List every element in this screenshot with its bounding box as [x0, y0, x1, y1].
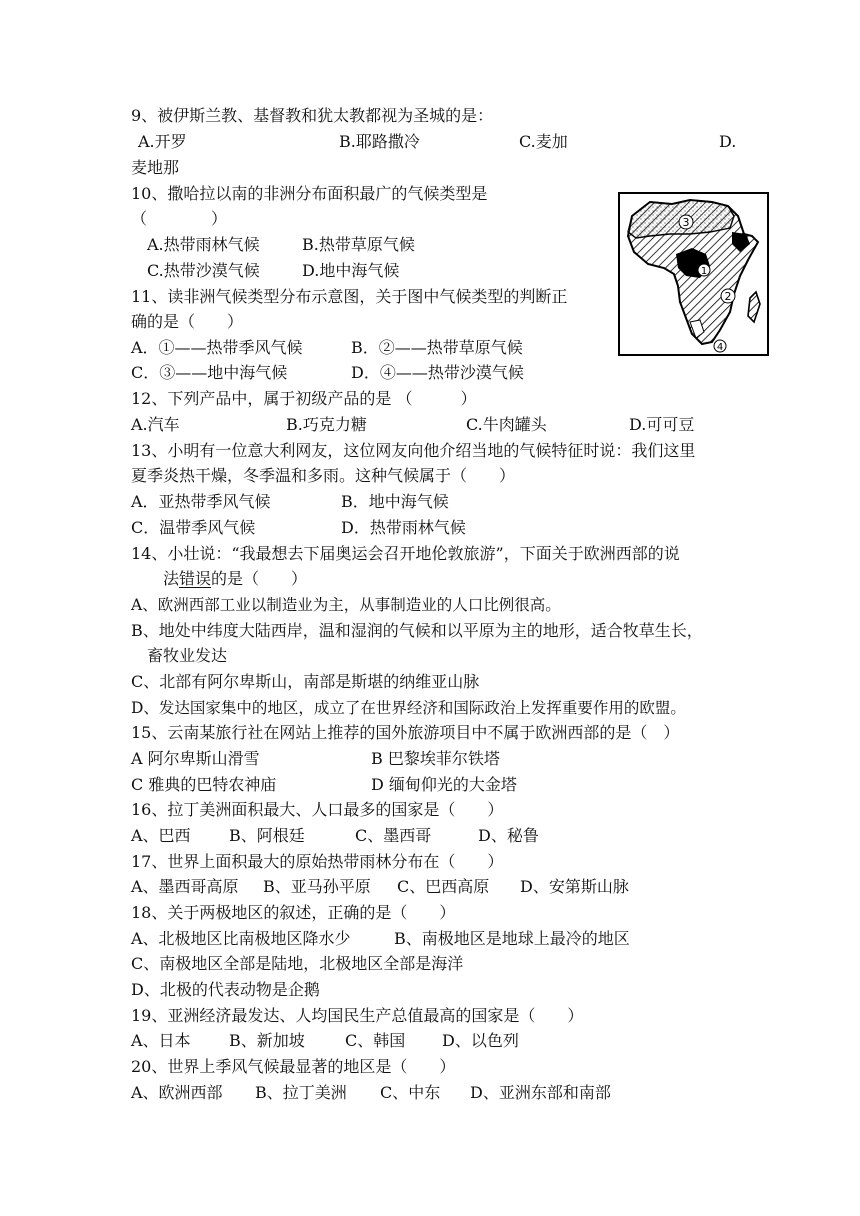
svg-text:1: 1 [700, 266, 708, 277]
q18-stem: 18、关于两极地区的叙述，正确的是（ ） [131, 903, 456, 922]
q19-option-a: A、日本 [131, 1031, 191, 1050]
q11-option-b: B．②——热带草原气候 [351, 338, 523, 357]
madagascar [748, 292, 760, 322]
q10-option-c: C.热带沙漠气候 [147, 261, 260, 280]
q9-option-a: A.开罗 [138, 132, 187, 151]
q14-stem-2a: 法 [163, 569, 180, 588]
q14-option-d: D、发达国家集中的地区，成立了在世界经济和国际政治上发挥重要作用的欧盟。 [131, 699, 686, 717]
q12-option-c: C.牛肉罐头 [466, 415, 547, 434]
q12-option-b: B.巧克力糖 [286, 415, 367, 434]
q15-stem: 15、云南某旅行社在网站上推荐的国外旅游项目中不属于欧洲西部的是（ ） [131, 723, 680, 742]
q11-stem-1: 11、读非洲气候类型分布示意图，关于图中气候类型的判断正 [131, 287, 568, 306]
q13-option-a: A．亚热带季风气候 [131, 492, 271, 511]
q17-stem: 17、世界上面积最大的原始热带雨林分布在（ ） [131, 852, 504, 871]
q15-option-c: C 雅典的巴特农神庙 [131, 775, 277, 794]
q14-option-a: A、欧洲西部工业以制造业为主，从事制造业的人口比例很高。 [131, 596, 561, 614]
q9-option-d: D. [719, 132, 737, 151]
africa-climate-map [618, 192, 769, 356]
africa-map-svg [620, 194, 767, 354]
q18-option-a: A、北极地区比南极地区降水少 [131, 929, 351, 948]
q17-option-b: B、亚马孙平原 [263, 877, 371, 896]
q13-stem-1: 13、小明有一位意大利网友，这位网友向他介绍当地的气候特征时说：我们这里 [131, 441, 696, 460]
q14-stem-2c: 的是（ ） [211, 569, 308, 588]
q10-stem: 10、撒哈拉以南的非洲分布面积最广的气候类型是 [131, 184, 488, 203]
q14-option-b-2: 畜牧业发达 [147, 646, 228, 665]
q16-option-b: B、阿根廷 [229, 826, 305, 845]
q10-blank: （ ） [131, 209, 228, 228]
q17-option-a: A、墨西哥高原 [131, 877, 239, 896]
svg-text:3: 3 [682, 216, 690, 229]
q20-option-d: D、亚洲东部和南部 [470, 1083, 611, 1102]
q9-stem: 9、被伊斯兰教、基督教和犹太教都视为圣城的是： [131, 106, 494, 125]
q10-option-b: B.热带草原气候 [302, 235, 415, 254]
q20-stem: 20、世界上季风气候最显著的地区是（ ） [131, 1057, 456, 1076]
q13-option-c: C．温带季风气候 [131, 518, 256, 537]
label-3 [679, 215, 693, 229]
q14-stem-2 [163, 568, 307, 590]
q14-stem-1: 14、小壮说：“我最想去下届奥运会召开地伦敦旅游”，下面关于欧洲西部的说 [131, 544, 680, 563]
q16-stem: 16、拉丁美洲面积最大、人口最多的国家是（ ） [131, 800, 504, 819]
q13-option-d: D．热带雨林气候 [341, 518, 466, 537]
q9-option-d-cont: 麦地那 [131, 158, 180, 177]
label-4 [714, 340, 726, 353]
q10-option-d: D.地中海气候 [302, 261, 400, 280]
q16-option-a: A、巴西 [131, 826, 191, 845]
q17-option-c: C、巴西高原 [397, 877, 490, 896]
q18-option-b: B、南极地区是地球上最冷的地区 [394, 929, 630, 948]
q18-option-d: D、北极的代表动物是企鹅 [131, 980, 320, 999]
q9-option-b: B.耶路撒冷 [339, 132, 420, 151]
q9-option-c: C.麦加 [519, 132, 568, 151]
q11-option-d: D．④——热带沙漠气候 [351, 363, 524, 382]
q20-option-b: B、拉丁美洲 [255, 1083, 347, 1102]
q16-option-c: C、墨西哥 [355, 826, 432, 845]
q15-option-a: A 阿尔卑斯山滑雪 [131, 749, 260, 768]
q15-option-b: B 巴黎埃菲尔铁塔 [371, 749, 500, 768]
label-2 [721, 289, 735, 303]
q10-option-a: A.热带雨林气候 [147, 235, 260, 254]
q14-option-c: C、北部有阿尔卑斯山，南部是斯堪的纳维亚山脉 [131, 672, 480, 691]
q12-option-d: D.可可豆 [629, 415, 695, 434]
q19-option-b: B、新加坡 [229, 1031, 305, 1050]
q20-option-a: A、欧洲西部 [131, 1083, 223, 1102]
q17-option-d: D、安第斯山脉 [520, 877, 629, 896]
q15-option-d: D 缅甸仰光的大金塔 [371, 775, 517, 794]
q19-option-c: C、韩国 [345, 1031, 406, 1050]
q19-option-d: D、以色列 [442, 1031, 519, 1050]
q13-option-b: B．地中海气候 [341, 492, 449, 511]
q14-underlined-word: 错误 [179, 569, 212, 588]
q16-option-d: D、秘鲁 [478, 826, 539, 845]
q11-stem-2: 确的是（ ） [131, 312, 244, 331]
q14-option-b-1: B、地处中纬度大陆西岸，温和湿润的气候和以平原为主的地形，适合牧草生长， [131, 621, 703, 640]
q11-option-c: C．③——地中海气候 [131, 363, 288, 382]
q12-stem: 12、下列产品中，属于初级产品的是 （ ） [131, 389, 477, 408]
q13-stem-2: 夏季炎热干燥，冬季温和多雨。这种气候属于（ ） [131, 466, 516, 485]
q18-option-c: C、南极地区全部是陆地，北极地区全部是海洋 [131, 954, 464, 973]
svg-text:4: 4 [716, 342, 724, 353]
q11-option-a: A．①——热带季风气候 [131, 338, 303, 357]
q20-option-c: C、中东 [380, 1083, 441, 1102]
svg-text:2: 2 [724, 290, 732, 303]
q12-option-a: A.汽车 [131, 415, 180, 434]
q19-stem: 19、亚洲经济最发达、人均国民生产总值最高的国家是（ ） [131, 1006, 584, 1025]
